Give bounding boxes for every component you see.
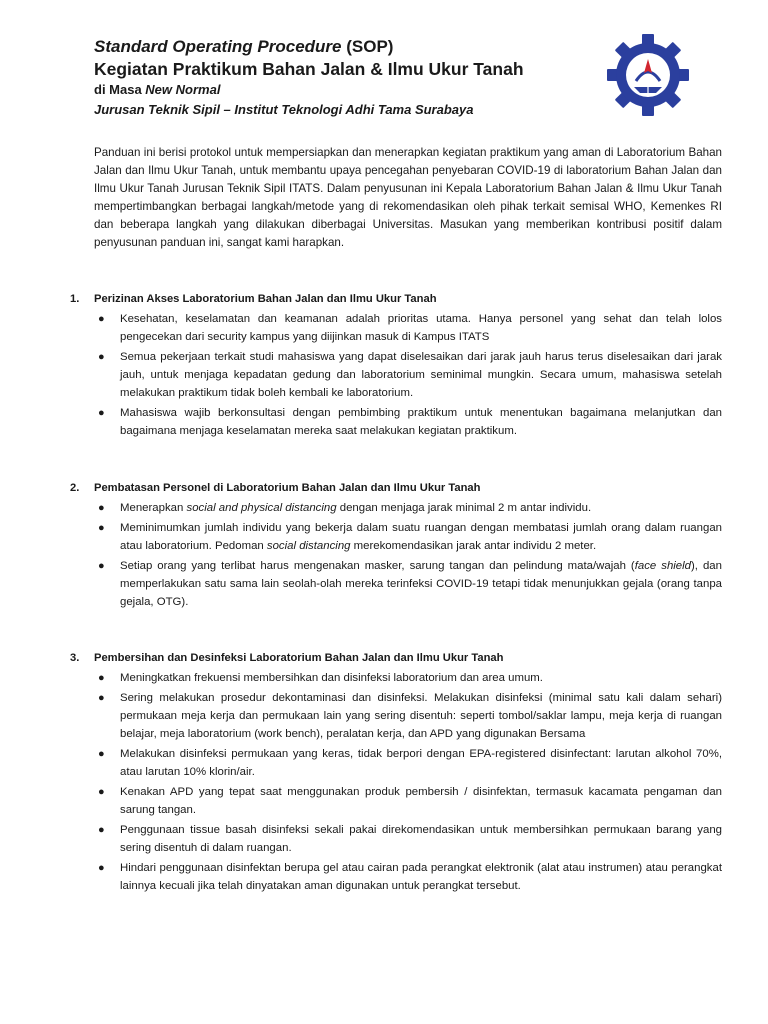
list-item — [70, 557, 722, 611]
bullet-dot-icon: ● — [98, 692, 105, 704]
bullet-list — [70, 310, 722, 440]
list-item-text: Melakukan disinfeksi permukaan yang keras, tidak berpori dengan EPA-registered disinfectant: larutan alkohol 70%, atau larutan 10% klorin/air. — [120, 748, 722, 778]
section-title-text: Perizinan Akses Laboratorium Bahan Jalan dan Ilmu Ukur Tanah — [94, 293, 437, 305]
section-number: 1. — [70, 293, 80, 305]
list-item-text: Kesehatan, keselamatan dan keamanan adalah prioritas utama. Hanya personel yang sehat dan telah lolos pengecekan dari security kampus yang diijinkan masuk di Kampus ITATS — [120, 313, 722, 343]
list-item — [70, 404, 722, 440]
bullet-dot-icon: ● — [98, 862, 105, 874]
section-title-text: Pembatasan Personel di Laboratorium Bahan Jalan dan Ilmu Ukur Tanah — [94, 482, 481, 494]
list-item — [70, 821, 722, 857]
header-new-normal-italic: New Normal — [145, 82, 221, 97]
section-3 — [70, 649, 722, 897]
list-item — [70, 689, 722, 743]
header-sop-italic: Standard Operating Procedure — [94, 37, 342, 56]
list-item-text: Kenakan APD yang tepat saat menggunakan produk pembersih / disinfektan, termasuk kacamata pengaman dan sarung tangan. — [120, 786, 722, 816]
list-item-text: Sering melakukan prosedur dekontaminasi dan disinfeksi. Melakukan disinfeksi (minimal satu kali dalam sehari) permukaan meja kerja dan permukaan lain yang sering disentuh: seperti tombol/saklar lampu, meja kerja di ruangan belajar, meja laboratorium (work bench), peralatan kerja, dan APD yang digunakan Bersama — [120, 692, 722, 740]
header-new-normal — [94, 80, 604, 100]
bullet-dot-icon: ● — [98, 824, 105, 836]
header-title-sop — [94, 36, 604, 58]
header-sop-abbr: (SOP) — [341, 37, 394, 56]
list-item-text-italic: social distancing — [266, 540, 351, 552]
list-item-text-post: ), dan memperlakukan satu sama lain seolah-olah mereka terinfeksi COVID-19 tetapi tidak menunjukkan gejala (orang tanpa gejala, OTG). — [120, 560, 722, 608]
section-number: 3. — [70, 652, 80, 664]
list-item — [70, 310, 722, 346]
bullet-dot-icon: ● — [98, 786, 105, 798]
section-title — [70, 479, 722, 497]
bullet-dot-icon: ● — [98, 502, 105, 514]
document-header — [94, 36, 604, 120]
list-item-text-pre: Menerapkan — [120, 502, 187, 514]
bullet-dot-icon: ● — [98, 351, 105, 363]
gear-logo-icon — [606, 33, 690, 117]
bullet-list — [70, 669, 722, 895]
list-item-text-pre: Setiap orang yang terlibat harus mengenakan masker, sarung tangan dan pelindung mata/wajah ( — [120, 560, 635, 572]
section-title-text: Pembersihan dan Desinfeksi Laboratorium Bahan Jalan dan Ilmu Ukur Tanah — [94, 652, 504, 664]
list-item-text: Penggunaan tissue basah disinfeksi sekali pakai direkomendasikan untuk membersihkan permukaan barang yang sering disentuh di dalam ruangan. — [120, 824, 722, 854]
list-item-text-post: dengan menjaga jarak minimal 2 m antar individu. — [336, 502, 592, 514]
header-institution: Jurusan Teknik Sipil – Institut Teknologi Adhi Tama Surabaya — [94, 102, 474, 117]
list-item — [70, 348, 722, 402]
list-item-text-italic: face shield — [634, 560, 692, 572]
section-title — [70, 290, 722, 308]
bullet-list — [70, 499, 722, 611]
list-item — [70, 783, 722, 819]
section-2 — [70, 479, 722, 613]
list-item-text-pre: Meminimumkan jumlah individu yang bekerja dalam suatu ruangan dengan membatasi jumlah orang dalam ruangan atau laboratorium. Pedoman — [120, 522, 722, 552]
list-item-text: Meningkatkan frekuensi membersihkan dan disinfeksi laboratorium dan area umum. — [120, 672, 543, 684]
list-item-text: Semua pekerjaan terkait studi mahasiswa yang dapat diselesaikan dari jarak jauh harus terus diselesaikan dari jarak jauh, untuk menjaga kepadatan gedung dan laboratorium seminimal mungkin. Secara umum, mahasiswa setelah melakukan praktikum tidak boleh kembali ke laboratorium. — [120, 351, 722, 399]
bullet-dot-icon: ● — [98, 560, 105, 572]
list-item — [70, 519, 722, 555]
list-item — [70, 745, 722, 781]
list-item — [70, 499, 722, 517]
section-number: 2. — [70, 482, 80, 494]
header-new-normal-prefix: di Masa — [94, 82, 146, 97]
bullet-dot-icon: ● — [98, 522, 105, 534]
header-activity-title: Kegiatan Praktikum Bahan Jalan & Ilmu Ukur Tanah — [94, 59, 524, 79]
list-item — [70, 859, 722, 895]
list-item-text-italic: social and physical distancing — [186, 502, 337, 514]
section-title — [70, 649, 722, 667]
list-item-text-post: merekomendasikan jarak antar individu 2 meter. — [350, 540, 597, 552]
bullet-dot-icon: ● — [98, 313, 105, 325]
intro-paragraph: Panduan ini berisi protokol untuk mempersiapkan dan menerapkan kegiatan praktikum yang aman di Laboratorium Bahan Jalan dan Ilmu Ukur Tanah, untuk membantu upaya pencegahan penyebaran COVID-19 di laboratorium Bahan Jalan dan Ilmu Ukur Tanah Jurusan Teknik Sipil ITATS. Dalam penyusunan ini Kepala Laboratorium Bahan Jalan & Ilmu Ukur Tanah mempertimbangkan berbagai langkah/metode yang di rekomendasikan oleh pihak terkait semisal WHO, Kemenkes RI dan beberapa langkah yang dilakukan diberbagai Universitas. Masukan yang memberikan kontribusi positif dalam penyusunan panduan ini, sangat kami harapkan. — [94, 146, 722, 249]
list-item-text: Hindari penggunaan disinfektan berupa gel atau cairan pada perangkat elektronik (alat atau instrumen) atau perangkat lainnya kecuali jika telah dinyatakan aman digunakan untuk perangkat tersebut. — [120, 862, 722, 892]
list-item — [70, 669, 722, 687]
section-1 — [70, 290, 722, 442]
bullet-dot-icon: ● — [98, 748, 105, 760]
bullet-dot-icon: ● — [98, 407, 105, 419]
bullet-dot-icon: ● — [98, 672, 105, 684]
lab-logo — [606, 33, 690, 117]
list-item-text: Mahasiswa wajib berkonsultasi dengan pembimbing praktikum untuk menentukan bagaimana melanjutkan dan bagaimana menjaga keselamatan mereka saat melakukan kegiatan praktikum. — [120, 407, 722, 437]
